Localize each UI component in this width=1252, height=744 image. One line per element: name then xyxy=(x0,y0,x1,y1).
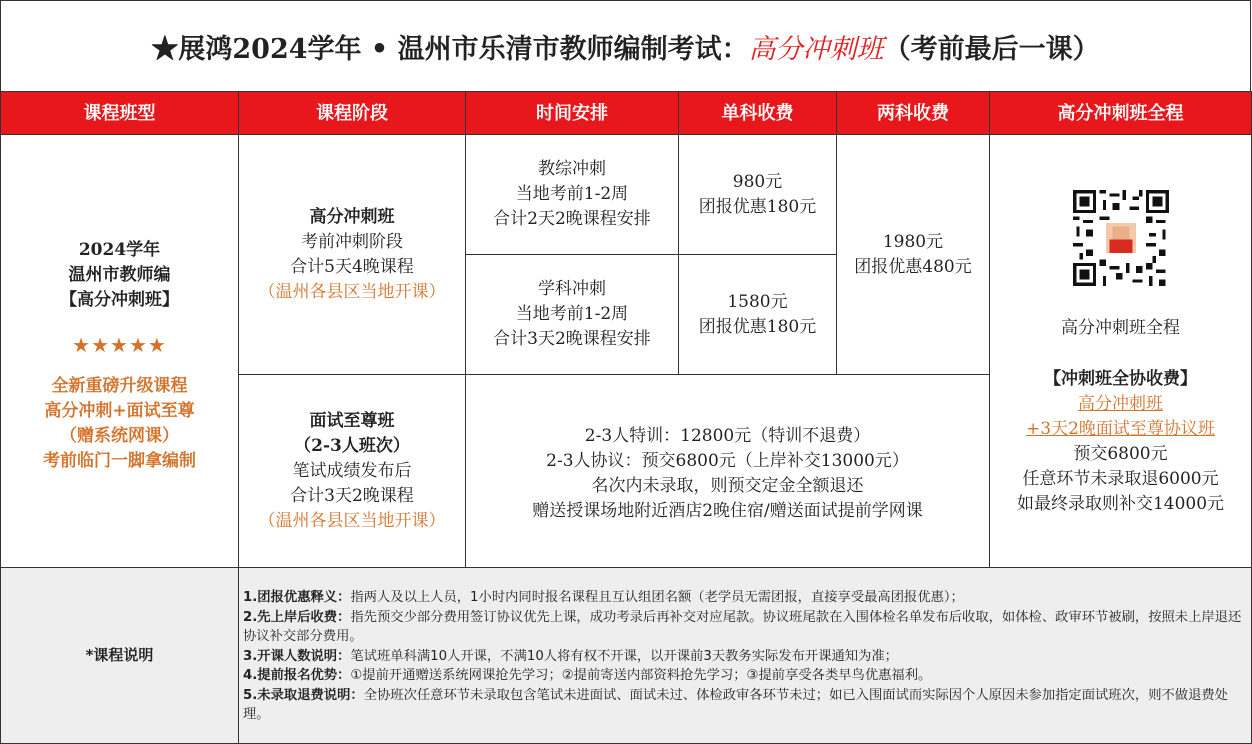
note-term: 5.未录取退费说明： xyxy=(243,687,364,703)
price-subject-group: 团报优惠180元 xyxy=(698,316,817,337)
course-type-cell xyxy=(0,134,239,568)
full-course-prepay: 预交6800元 xyxy=(1073,443,1168,464)
header-schedule: 时间安排 xyxy=(465,91,679,135)
stage-interview-sub: （2-3人班次） xyxy=(294,435,410,456)
stage-sprint-cell xyxy=(238,134,466,375)
schedule-subject-time: 当地考前1-2周 xyxy=(515,304,629,324)
schedule-subject-total: 合计3天2晚课程安排 xyxy=(493,329,651,349)
schedule-subject-subject: 学科冲刺 xyxy=(538,279,606,299)
course-type-region: 温州市教师编 xyxy=(68,265,171,285)
note-term: 4.提前报名优势： xyxy=(243,668,351,683)
interview-info-line-2: 2-3人协议：预交6800元（上岸补交13000元） xyxy=(546,451,909,471)
interview-info-line-1: 2-3人特训：12800元（特训不退费） xyxy=(584,426,871,446)
full-course-fee-title: 【冲刺班全协收费】 xyxy=(1044,368,1197,389)
qr-code-icon[interactable] xyxy=(1073,190,1169,286)
note-text: 指两人及以上人员，1小时内同时报名课程且互认组团名额（老学员无需团报，直接享受最高团报优惠）； xyxy=(350,590,964,605)
note-item xyxy=(243,666,1243,686)
interview-info-line-4: 赠送授课场地附近酒店2晚住宿/赠送面试提前学网课 xyxy=(532,501,923,521)
header-double-fee: 两科收费 xyxy=(836,91,990,135)
note-term: 2.先上岸后收费： xyxy=(243,609,351,625)
note-item xyxy=(243,608,1243,647)
note-term: 1.团报优惠释义： xyxy=(243,590,351,605)
note-text: ①提前开通赠送系统网课抢先学习；②提前寄送内部资料抢先学习；③提前享受各类早鸟优惠福利。 xyxy=(350,668,932,683)
note-term: 3.开课人数说明： xyxy=(243,648,351,664)
header-stage: 课程阶段 xyxy=(238,91,466,135)
interview-info-cell xyxy=(465,374,990,568)
schedule-comprehensive-subject: 教综冲刺 xyxy=(538,159,606,179)
stage-interview-cell xyxy=(238,374,466,568)
schedule-comprehensive-total: 合计2天2晚课程安排 xyxy=(493,209,651,229)
price-comprehensive-cell xyxy=(678,134,837,255)
stage-interview-location: （温州各县区当地开课） xyxy=(258,510,446,531)
header-single-fee: 单科收费 xyxy=(678,91,837,135)
note-item xyxy=(243,588,1243,608)
note-item xyxy=(243,647,1243,667)
price-two-subject-group: 团报优惠480元 xyxy=(854,256,972,277)
feature-1: 全新重磅升级课程 xyxy=(51,376,188,396)
schedule-comprehensive-cell xyxy=(465,134,679,255)
price-comprehensive-amount: 980元 xyxy=(732,171,783,192)
stage-interview-desc2: 合计3天2晚课程 xyxy=(290,485,414,506)
title-highlight: 高分冲刺班 xyxy=(748,33,884,65)
price-subject-amount: 1580元 xyxy=(727,291,788,312)
feature-3: （赠系统网课） xyxy=(60,426,179,446)
stage-sprint-desc2: 合计5天4晚课程 xyxy=(290,256,414,277)
course-type-year: 2024学年 xyxy=(78,240,161,260)
full-course-cell xyxy=(989,134,1252,568)
course-type-name: 【高分冲刺班】 xyxy=(60,290,179,310)
notes-content xyxy=(238,567,1252,744)
notes-label: *课程说明 xyxy=(0,567,239,744)
page-title xyxy=(0,0,1251,92)
stage-interview-desc1: 笔试成绩发布后 xyxy=(292,460,412,481)
full-course-refund: 任意环节未录取退6000元 xyxy=(1022,468,1219,489)
stage-sprint-name: 高分冲刺班 xyxy=(309,206,395,227)
full-course-final: 如最终录取则补交14000元 xyxy=(1016,493,1225,514)
price-two-subject-cell xyxy=(836,134,990,375)
schedule-comprehensive-time: 当地考前1-2周 xyxy=(515,184,629,204)
feature-4: 考前临门一脚拿编制 xyxy=(43,451,196,471)
header-full-course: 高分冲刺班全程 xyxy=(989,91,1252,135)
price-subject-cell xyxy=(678,254,837,375)
stage-sprint-location: （温州各县区当地开课） xyxy=(258,281,446,302)
title-prefix: ★展鸿2024学年 • 温州市乐清市教师编制考试： xyxy=(151,33,749,65)
interview-info-line-3: 名次内未录取，则预交定金全额退还 xyxy=(591,476,864,496)
rating-stars: ★★★★★ xyxy=(72,333,167,357)
price-comprehensive-group: 团报优惠180元 xyxy=(698,196,817,217)
note-text: 指先预交少部分费用签订协议优先上课，成功考录后再补交对应尾款。协议班尾款在入围体检名单发布后收取，如体检、政审环节被刷，按照未上岸退还协议补交部分费用。 xyxy=(243,609,1242,644)
note-text: 全协班次任意环节未录取包含笔试未进面试、面试未过、体检政审各环节未过；如已入围面试而实际因个人原因未参加指定面试班次，则不做退费处理。 xyxy=(243,687,1228,722)
schedule-subject-cell xyxy=(465,254,679,375)
full-course-label: 高分冲刺班全程 xyxy=(1061,317,1180,338)
feature-2: 高分冲刺+面试至尊 xyxy=(44,401,195,421)
header-course-type: 课程班型 xyxy=(0,91,239,135)
title-suffix: （考前最后一课） xyxy=(883,33,1100,65)
stage-sprint-desc1: 考前冲刺阶段 xyxy=(301,231,403,252)
note-item xyxy=(243,686,1243,725)
full-course-link-sprint[interactable]: 高分冲刺班 xyxy=(1078,393,1163,414)
note-text: 笔试班单科满10人开课，不满10人将有权不开课，以开课前3天教务实际发布开课通知为准； xyxy=(350,648,898,664)
full-course-link-interview[interactable]: +3天2晚面试至尊协议班 xyxy=(1026,418,1215,439)
price-two-subject-amount: 1980元 xyxy=(882,231,944,252)
stage-interview-name: 面试至尊班 xyxy=(309,410,395,431)
